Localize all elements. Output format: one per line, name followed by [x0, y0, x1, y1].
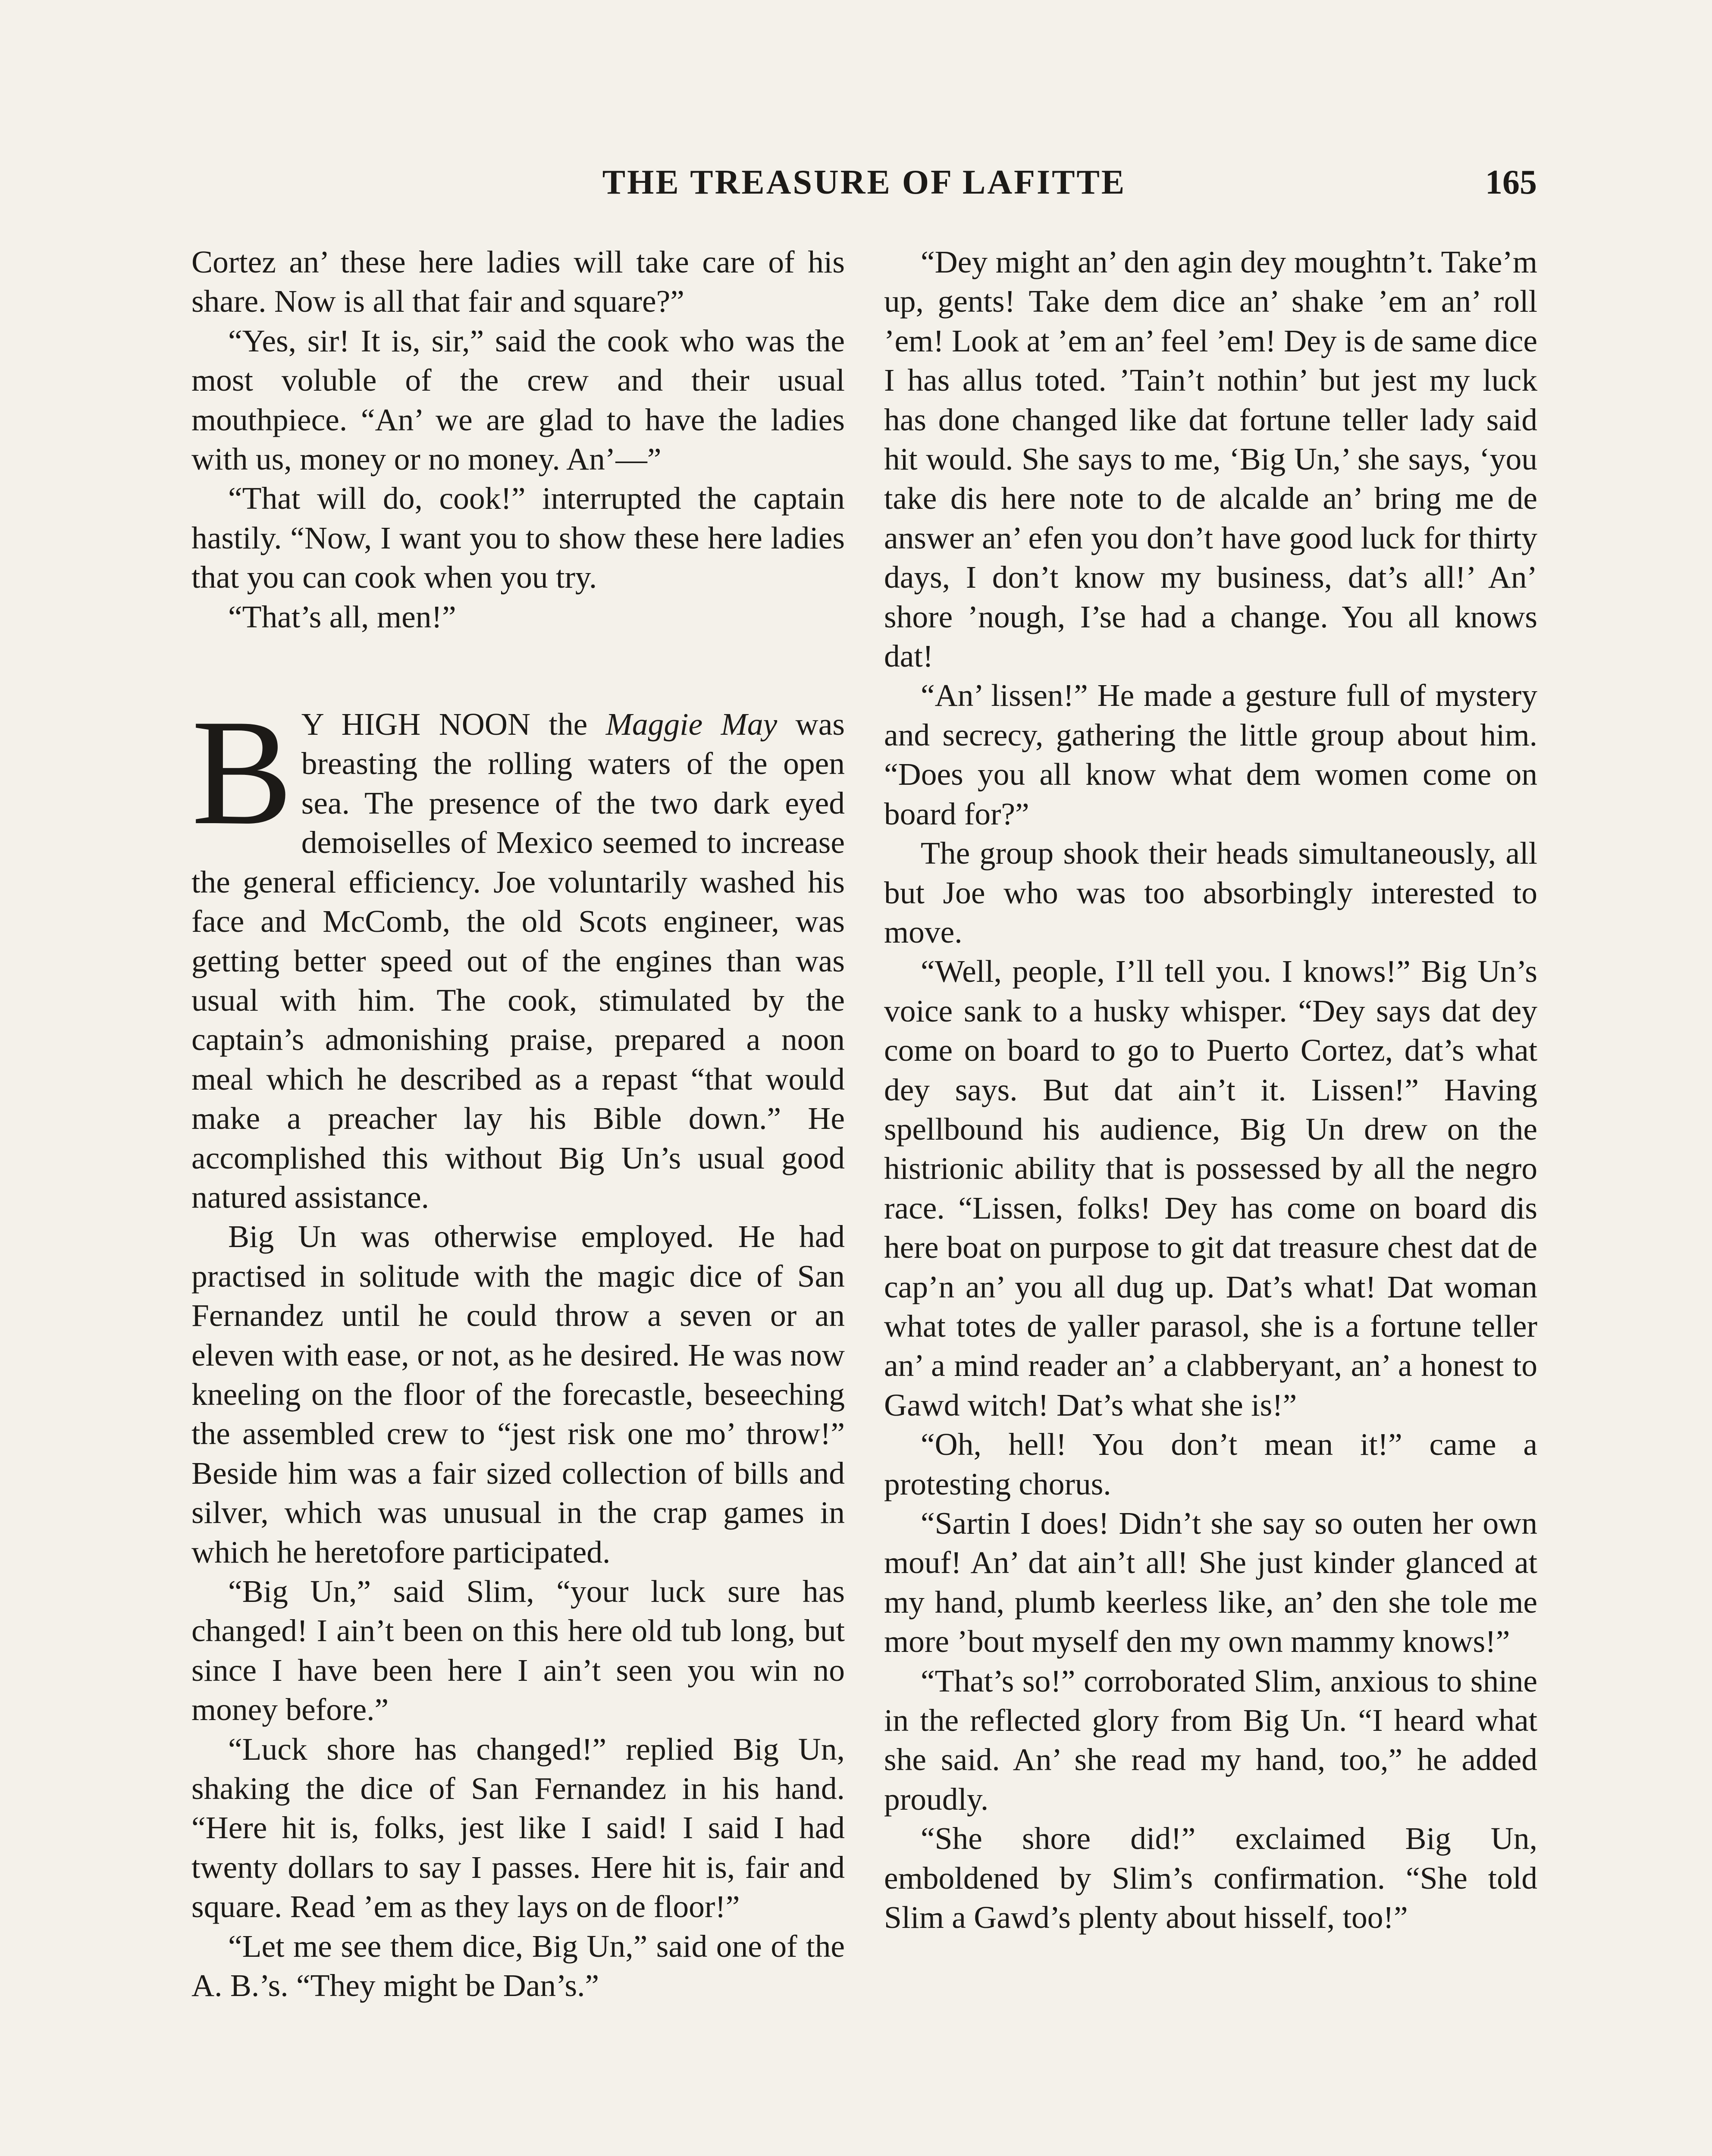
paragraph: “Oh, hell! You don’t mean it!” came a protesting chorus.	[884, 1427, 1537, 1501]
paragraph: “Yes, sir! It is, sir,” said the cook who was the most voluble of the crew and their usual mouthpiece. “An’ we are glad to have the ladies with us, money or no money. An’—”	[191, 323, 845, 477]
paragraph: “Big Un,” said Slim, “your luck sure has changed! I ain’t been on this here old tub long, but since I have been here I ain’t seen you win no money before.”	[191, 1574, 845, 1727]
paragraph: “Dey might an’ den agin dey moughtn’t. Take’m up, gents! Take dem dice an’ shake ’em an’ roll ’em! Look at ’em an’ feel ’em! Dey is de same dice I has allus toted. ’Tain’t nothin’ but jest my luck has done changed like dat fortune teller lady said hit would. She says to me, ‘Big Un,’ she says, ‘you take dis here note to de alcalde an’ bring me de answer an’ efen you don’t have good luck for thirty days, I don’t know my business, dat’s all!’ An’ shore ’nough, I’se had a change. You all knows dat!	[884, 244, 1537, 674]
left-column	[191, 242, 845, 2005]
paragraph: “Well, people, I’ll tell you. I knows!” Big Un’s voice sank to a husky whisper. “Dey says dat dey come on board to go to Puerto Cortez, dat’s what dey says. But dat ain’t it. Lissen!” Having spellbound his audience, Big Un drew on the histrionic ability that is possessed by all the negro race. “Lissen, folks! Dey has come on board dis here boat on purpose to git dat treasure chest dat de cap’n an’ you all dug up. Dat’s what! Dat woman what totes de yaller parasol, she is a fortune teller an’ a mind reader an’ a clabberyant, an’ a honest to Gawd witch! Dat’s what she is!”	[884, 954, 1537, 1423]
paragraph: “That’s all, men!”	[228, 599, 456, 634]
paragraph: Cortez an’ these here ladies will take care of his share. Now is all that fair and square?”	[191, 244, 845, 319]
paragraph-text: was breasting the rolling waters of the open sea. The presence of the two dark eyed demoiselles of Mexico seemed to increase the general efficiency. Joe voluntarily washed his face and McComb, the old Scots engineer, was getting better speed out of the engines than was usual with him. The cook, stimulated by the captain’s admonishing praise, prepared a noon meal which he described as a repast “that would make a preacher lay his Bible down.” He accomplished this without Big Un’s usual good natured assistance.	[191, 707, 845, 1215]
paragraph: “Let me see them dice, Big Un,” said one of the A. B.’s. “They might be Dan’s.”	[191, 1928, 845, 2003]
paragraph: “Sartin I does! Didn’t she say so outen her own mouf! An’ dat ain’t all! She just kinder glanced at my hand, plumb keerless like, an’ den she tole me more ’bout myself den my own mammy knows!”	[884, 1506, 1537, 1659]
drop-cap: B	[191, 688, 293, 857]
ship-name: Maggie May	[605, 707, 778, 742]
running-title: THE TREASURE OF LAFITTE	[602, 163, 1126, 201]
right-column	[884, 242, 1537, 1937]
paragraph: “That’s so!” corroborated Slim, anxious to shine in the reflected glory from Big Un. “I heard what she said. An’ she read my hand, too,” he added proudly.	[884, 1663, 1537, 1817]
paragraph: The group shook their heads simultaneously, all but Joe who was too absorbingly interested to move.	[884, 836, 1537, 950]
section-opening-paragraph	[191, 688, 845, 1217]
paragraph: “Luck shore has changed!” replied Big Un, shaking the dice of San Fernandez in his hand. “Here hit is, folks, jest like I said! I said I had twenty dollars to say I passes. Here hit is, fair and square. Read ’em as they lays on de floor!”	[191, 1731, 845, 1924]
running-head	[191, 163, 1537, 206]
paragraph: “She shore did!” exclaimed Big Un, emboldened by Slim’s confirmation. “She told Slim a Gawd’s plenty about hisself, too!”	[884, 1821, 1537, 1935]
paragraph: “That will do, cook!” interrupted the captain hastily. “Now, I want you to show these here ladies that you can cook when you try.	[191, 481, 845, 595]
page-number: 165	[1485, 163, 1537, 201]
paragraph: Big Un was otherwise employed. He had practised in solitude with the magic dice of San Fernandez until he could throw a seven or an eleven with ease, or not, as he desired. He was now kneeling on the floor of the forecastle, beseeching the assembled crew to “jest risk one mo’ throw!” Beside him was a fair sized collection of bills and silver, which was unusual in the crap games in which he heretofore participated.	[191, 1219, 845, 1570]
lead-text: Y HIGH NOON the	[301, 707, 606, 742]
paragraph: “An’ lissen!” He made a gesture full of mystery and secrecy, gathering the little group about him. “Does you all know what dem women come on board for?”	[884, 678, 1537, 831]
